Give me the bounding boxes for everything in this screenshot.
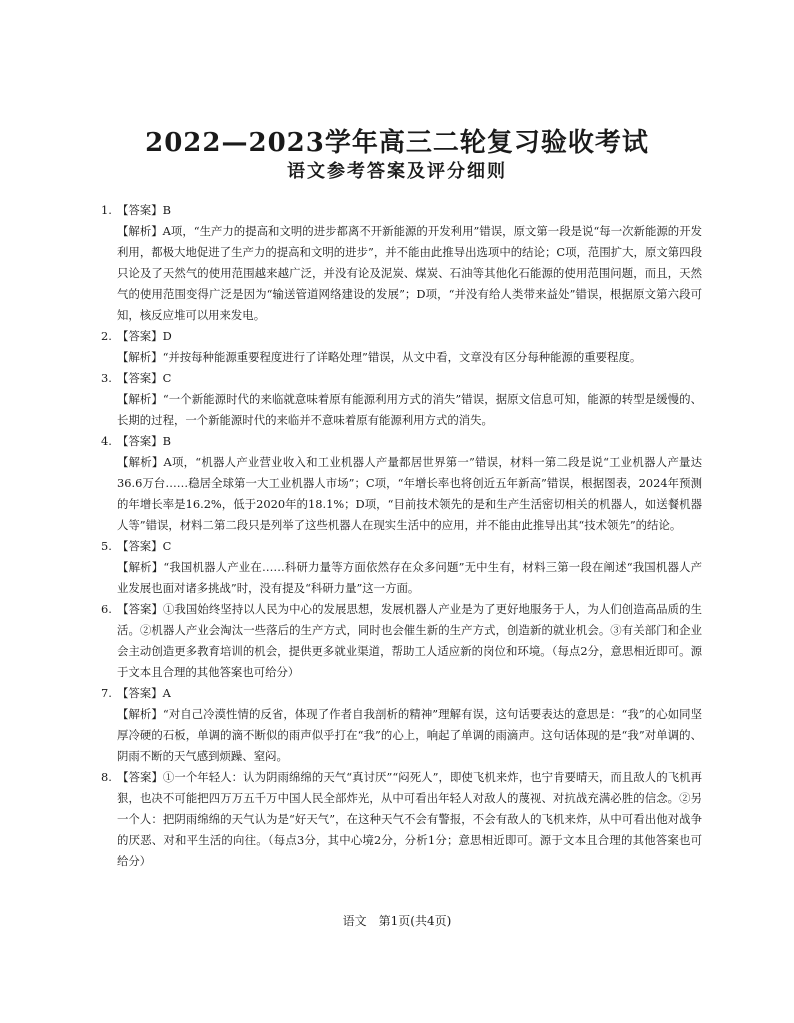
answer-item-4	[101, 431, 702, 536]
answer-item-1	[101, 200, 702, 326]
answer-text: 【答案】C	[117, 371, 172, 385]
answer-item-7	[101, 683, 702, 767]
page-title: 2022—2023学年高三二轮复习验收考试	[145, 128, 649, 158]
answer-line	[101, 326, 702, 347]
answer-line	[101, 536, 702, 557]
answer-item-2	[101, 326, 702, 368]
answer-list	[101, 200, 702, 872]
question-number: 2.	[101, 329, 112, 343]
analysis-text: 【解析】A项，“机器人产业营业收入和工业机器人产量都居世界第一”错误，材料一第二段是说“工业机器人产量达36.6万台……稳居全球第一大工业机器人市场”；C项，“年增长率也将创近五年新高”错误，根据图表，2024年预测的年增长率是16.2%，低于2020年的18.1%；D项，“目前技术领先的是和生产生活密切相关的机器人，如送餐机器人等”错误，材料二第二段只是列举了这些机器人在现实生活中的应用，并不能由此推导出其“技术领先”的结论。	[117, 455, 702, 532]
answer-text: 【答案】B	[117, 434, 171, 448]
answer-text: 【答案】C	[117, 539, 172, 553]
answer-line	[101, 200, 702, 221]
question-number: 6.	[101, 602, 112, 616]
answer-text: 【答案】①我国始终坚持以人民为中心的发展思想，发展机器人产业是为了更好地服务于人，为人们创造高品质的生活。②机器人产业会淘汰一些落后的生产方式，同时也会催生新的生产方式，创造新的就业机会。③有关部门和企业会主动创造更多教育培训的机会，提供更多就业渠道，帮助工人适应新的岗位和环境。（每点2分，意思相近即可。源于文本且合理的其他答案也可给分）	[117, 602, 702, 679]
answer-line	[101, 683, 702, 704]
question-number: 1.	[101, 203, 112, 217]
analysis-text: 【解析】“并按每种能源重要程度进行了详略处理”错误，从文中看，文章没有区分每种能源的重要程度。	[117, 350, 642, 364]
question-number: 3.	[101, 371, 112, 385]
analysis-text: 【解析】A项，“生产力的提高和文明的进步都离不开新能源的开发利用”错误，原文第一段是说“每一次新能源的开发利用，都极大地促进了生产力的提高和文明的进步”，并不能由此推导出选项中的结论；C项，范围扩大，原文第四段只论及了天然气的使用范围越来越广泛，并没有论及泥炭、煤炭、石油等其他化石能源的使用范围问题，而且，天然气的使用范围变得广泛是因为“输送管道网络建设的发展”；D项，“并没有给人类带来益处”错误，根据原文第六段可知，核反应堆可以用来发电。	[117, 224, 702, 322]
answer-item-5	[101, 536, 702, 599]
answer-line	[101, 599, 702, 683]
answer-text: 【答案】①一个年轻人：认为阴雨绵绵的天气“真讨厌”“闷死人”，即使飞机来炸，也宁肯要晴天，而且敌人的飞机再狠，也决不可能把四万万五千万中国人民全部炸光，从中可看出年轻人对敌人的蔑视、对抗战充满必胜的信念。②另一个人：把阴雨绵绵的天气认为是“好天气”，在这种天气不会有警报，不会有敌人的飞机来炸，从中可看出他对战争的厌恶、对和平生活的向往。（每点3分，其中心境2分，分析1分；意思相近即可。源于文本且合理的其他答案也可给分）	[117, 770, 702, 868]
question-number: 5.	[101, 539, 112, 553]
page-footer: 语文 第1页(共4页)	[342, 914, 452, 928]
answer-line	[101, 431, 702, 452]
answer-item-8	[101, 767, 702, 872]
answer-item-3	[101, 368, 702, 431]
answer-line	[101, 368, 702, 389]
question-number: 7.	[101, 686, 112, 700]
analysis-text: 【解析】“对自己冷漠性情的反省，体现了作者自我剖析的精神”理解有误，这句话要表达的意思是：“我”的心如同坚厚冷硬的石板，单调的滴不断似的雨声似乎打在“我”的心上，响起了单调的雨滴声。这句话体现的是“我”对单调的、阴雨不断的天气感到烦躁、窒闷。	[117, 707, 702, 763]
answer-text: 【答案】A	[117, 686, 171, 700]
answer-text: 【答案】D	[117, 329, 172, 343]
answer-text: 【答案】B	[117, 203, 171, 217]
answer-line	[101, 767, 702, 872]
page-subtitle: 语文参考答案及评分细则	[287, 161, 507, 182]
analysis-text: 【解析】“我国机器人产业在……科研力量等方面依然存在众多问题”无中生有，材料三第一段在阐述“我国机器人产业发展也面对诸多挑战”时，没有提及“科研力量”这一方面。	[117, 560, 702, 595]
question-number: 4.	[101, 434, 112, 448]
answer-item-6	[101, 599, 702, 683]
analysis-text: 【解析】“一个新能源时代的来临就意味着原有能源利用方式的消失”错误，据原文信息可知，能源的转型是缓慢的、长期的过程，一个新能源时代的来临并不意味着原有能源利用方式的消失。	[117, 392, 702, 427]
question-number: 8.	[101, 770, 112, 784]
